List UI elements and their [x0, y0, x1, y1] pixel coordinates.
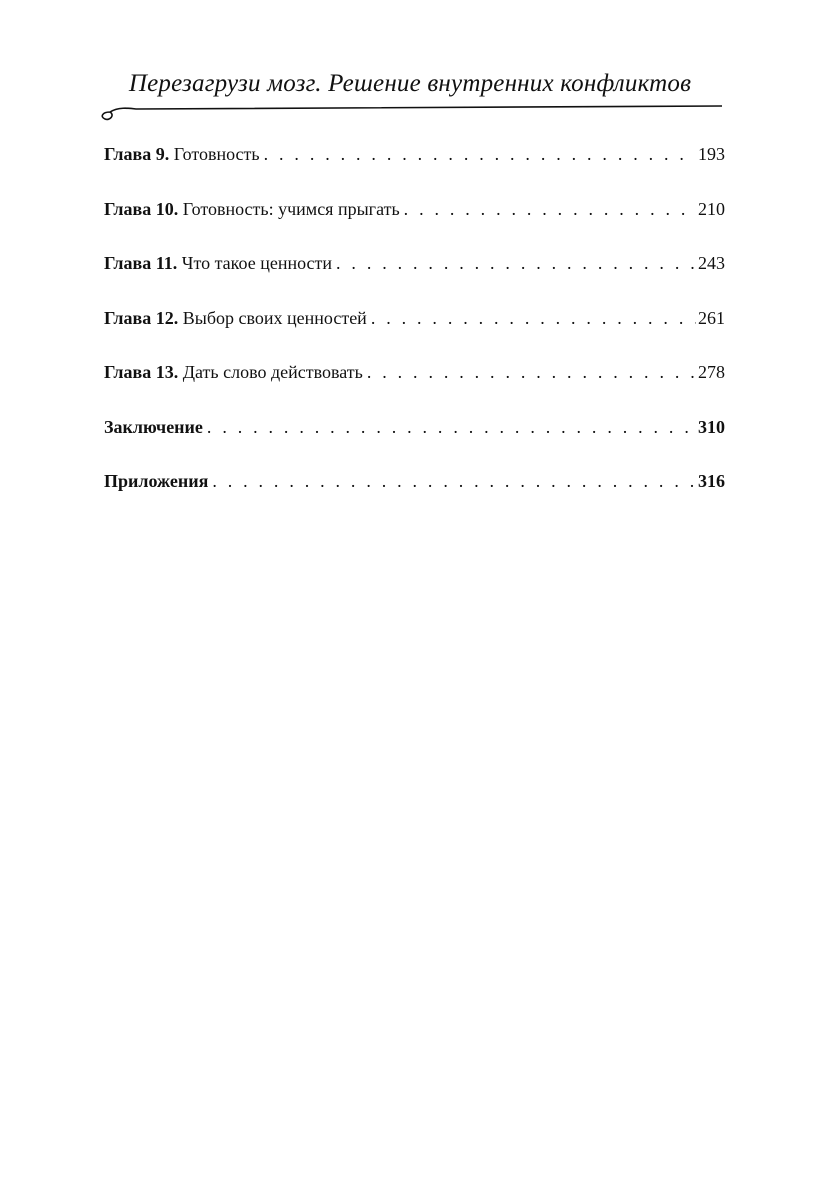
toc-entry-label [104, 195, 400, 223]
toc-entry-conclusion[interactable] [104, 413, 725, 468]
toc-chapter-number: Глава 11. [104, 253, 178, 273]
dot-leader [367, 358, 696, 386]
toc-entry-chapter-13[interactable] [104, 358, 725, 413]
toc-entry-title: Заключение [104, 416, 203, 437]
toc-chapter-number: Глава 9. [104, 144, 170, 164]
header-rule-ornament [96, 99, 726, 123]
toc-entry-chapter-10[interactable] [104, 195, 725, 250]
toc-entry-label [104, 249, 332, 277]
toc-chapter-title: Готовность [173, 144, 260, 164]
toc-page-number: 243 [698, 253, 725, 273]
toc-page-number: 278 [698, 362, 725, 382]
toc-entry-appendices[interactable] [104, 467, 725, 522]
dot-leader [264, 140, 696, 168]
toc-entry-label [104, 304, 367, 332]
dot-leader [336, 249, 696, 277]
dot-leader [371, 304, 696, 332]
toc-chapter-number: Глава 13. [104, 362, 179, 382]
dot-leader [212, 467, 696, 495]
toc-chapter-title: Что такое ценности [181, 253, 333, 273]
toc-entry-chapter-12[interactable] [104, 304, 725, 359]
toc-chapter-title: Дать слово действовать [182, 362, 363, 382]
toc-chapter-number: Глава 12. [104, 307, 179, 328]
toc-entry-chapter-9[interactable] [104, 140, 725, 195]
toc-chapter-title: Готовность: учимся прыгать [182, 198, 400, 219]
toc-page-number: 261 [698, 307, 725, 328]
dot-leader [207, 413, 696, 441]
toc-page-number: 193 [698, 144, 725, 164]
toc-page-number: 316 [698, 471, 725, 491]
toc-page-number: 310 [698, 416, 725, 437]
dot-leader [404, 195, 696, 223]
toc-entry-label [104, 358, 363, 386]
toc-page-number: 210 [698, 198, 725, 219]
toc-entry-chapter-11[interactable] [104, 249, 725, 304]
toc-chapter-title: Выбор своих ценностей [182, 307, 367, 328]
toc-entry-label [104, 140, 260, 168]
table-of-contents [104, 140, 725, 522]
running-head: Перезагрузи мозг. Решение внутренних конфликтов [128, 70, 692, 97]
toc-chapter-number: Глава 10. [104, 198, 179, 219]
toc-entry-title: Приложения [104, 471, 209, 491]
